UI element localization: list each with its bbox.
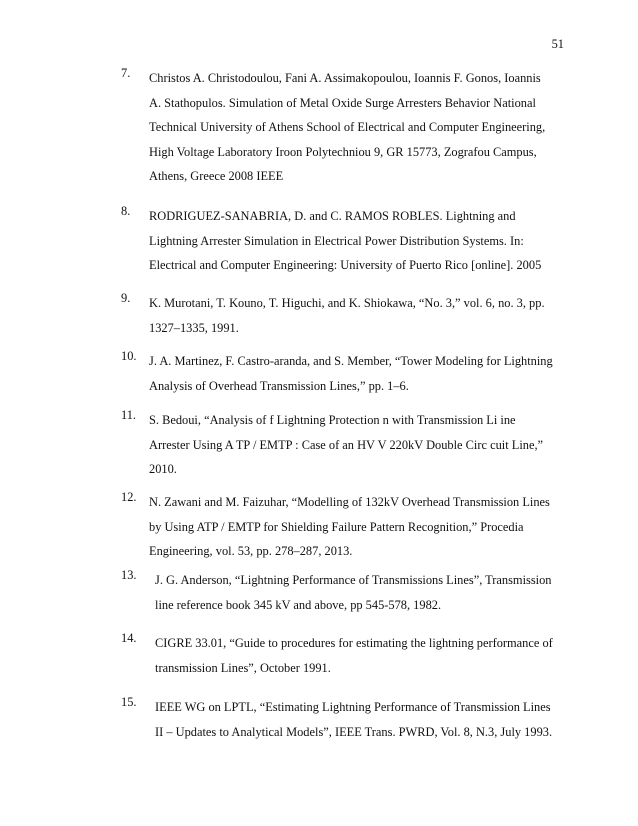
reference-text <box>149 204 566 278</box>
reference-11 <box>121 408 566 482</box>
reference-text <box>149 408 566 482</box>
reference-line: High Voltage Laboratory Iroon Polytechniou 9, GR 15773, Zografou Campus, <box>149 144 537 159</box>
reference-number: 15. <box>121 695 137 709</box>
reference-14 <box>121 631 566 680</box>
reference-8 <box>121 204 566 278</box>
reference-line: IEEE WG on LPTL, “Estimating Lightning Performance of Transmission Lines <box>155 700 551 714</box>
reference-line: Athens, Greece 2008 IEEE <box>149 169 284 183</box>
reference-line: 1327–1335, 1991. <box>149 320 239 335</box>
reference-line: J. A. Martinez, F. Castro-aranda, and S. Member, “Tower Modeling for Lightning <box>149 354 553 368</box>
reference-line: S. Bedoui, “Analysis of f Lightning Protection n with Transmission Li ine <box>149 413 516 427</box>
reference-text <box>149 349 566 398</box>
reference-number: 8. <box>121 204 131 218</box>
reference-number: 14. <box>121 631 137 645</box>
page-number: 51 <box>551 37 564 51</box>
reference-line: Arrester Using A TP / EMTP : Case of an HV V 220kV Double Circ cuit Line,” <box>149 437 544 452</box>
reference-number: 11. <box>121 408 137 422</box>
reference-12 <box>121 490 566 564</box>
reference-line: K. Murotani, T. Kouno, T. Higuchi, and K. Shiokawa, “No. 3,” vol. 6, no. 3, pp. <box>149 296 545 310</box>
reference-line: Lightning Arrester Simulation in Electrical Power Distribution Systems. In: <box>149 233 524 248</box>
reference-number: 12. <box>121 490 137 504</box>
reference-line: RODRIGUEZ-SANABRIA, D. and C. RAMOS ROBLES. Lightning and <box>149 209 516 223</box>
reference-line: Christos A. Christodoulou, Fani A. Assimakopoulou, Ioannis F. Gonos, Ioannis <box>149 71 541 85</box>
reference-text <box>149 66 566 189</box>
reference-10 <box>121 349 566 398</box>
reference-line: Analysis of Overhead Transmission Lines,” pp. 1–6. <box>149 378 409 393</box>
reference-line: Electrical and Computer Engineering: University of Puerto Rico [online]. 2005 <box>149 258 542 272</box>
reference-7 <box>121 66 566 189</box>
reference-13 <box>121 568 566 617</box>
reference-line: N. Zawani and M. Faizuhar, “Modelling of 132kV Overhead Transmission Lines <box>149 495 550 509</box>
reference-text <box>149 291 566 340</box>
reference-number: 10. <box>121 349 137 363</box>
reference-line: line reference book 345 kV and above, pp 545-578, 1982. <box>155 597 442 612</box>
reference-line: J. G. Anderson, “Lightning Performance of Transmissions Lines”, Transmission <box>155 573 552 587</box>
reference-line: Engineering, vol. 53, pp. 278–287, 2013. <box>149 544 353 558</box>
reference-line: transmission Lines”, October 1991. <box>155 660 331 675</box>
reference-number: 9. <box>121 291 131 305</box>
reference-text <box>155 568 566 617</box>
reference-line: II – Updates to Analytical Models”, IEEE Trans. PWRD, Vol. 8, N.3, July 1993. <box>155 724 553 739</box>
reference-text <box>155 695 566 744</box>
reference-15 <box>121 695 566 744</box>
reference-number: 7. <box>121 66 131 80</box>
reference-text <box>155 631 566 680</box>
reference-line: 2010. <box>149 462 177 476</box>
reference-text <box>149 490 566 564</box>
reference-line: CIGRE 33.01, “Guide to procedures for estimating the lightning performance of <box>155 636 553 650</box>
reference-9 <box>121 291 566 340</box>
reference-line: by Using ATP / EMTP for Shielding Failure Pattern Recognition,” Procedia <box>149 519 524 534</box>
reference-number: 13. <box>121 568 137 582</box>
reference-line: A. Stathopulos. Simulation of Metal Oxide Surge Arresters Behavior National <box>149 95 536 110</box>
reference-line: Technical University of Athens School of Electrical and Computer Engineering, <box>149 120 546 134</box>
